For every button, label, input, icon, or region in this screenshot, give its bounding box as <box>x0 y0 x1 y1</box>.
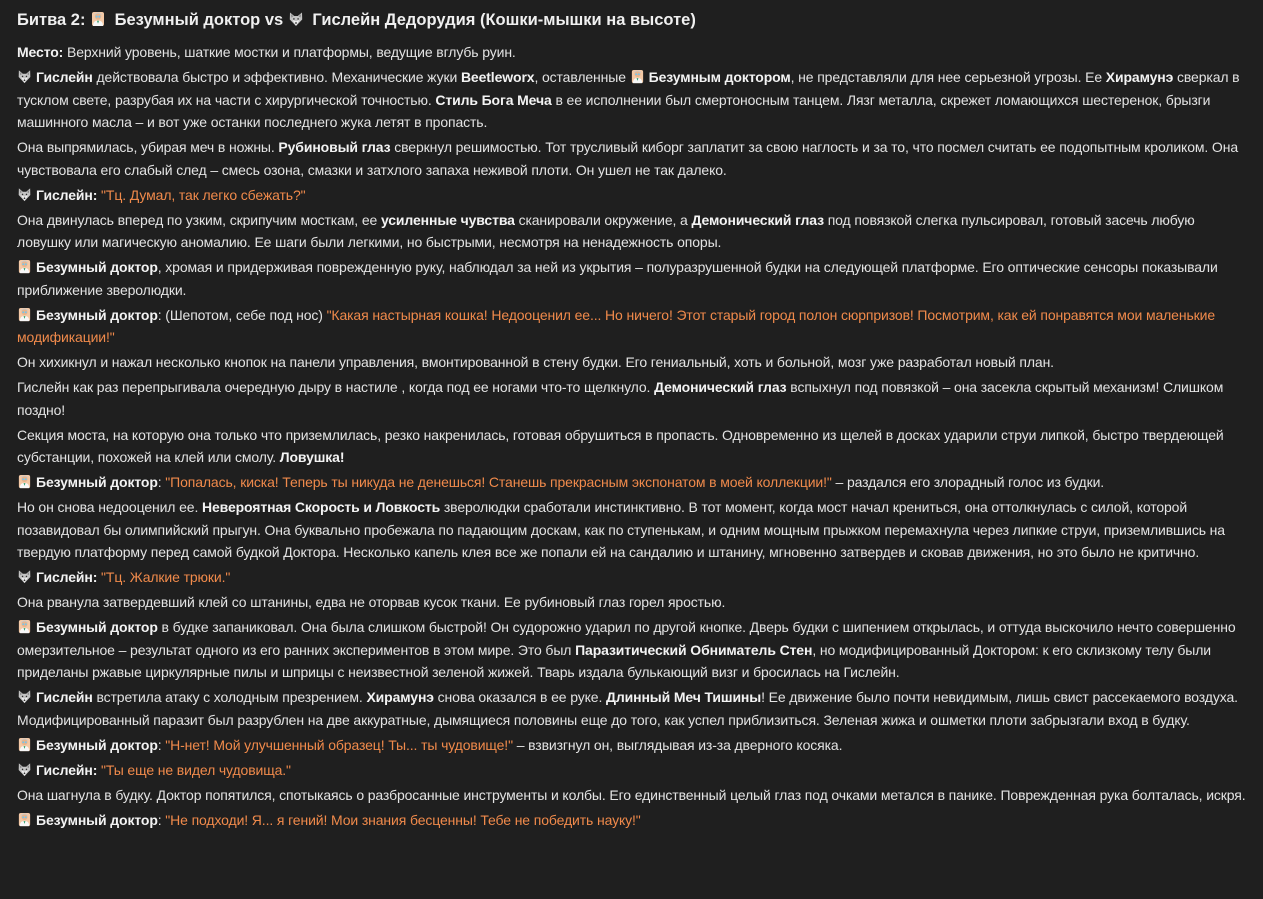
wolf-icon <box>17 689 32 704</box>
bold-term: Рубиновый глаз <box>278 139 391 155</box>
title-prefix: Битва 2: <box>17 11 86 29</box>
narration-text: сканировали окружение, а <box>514 211 692 228</box>
story-paragraph <box>17 41 1249 64</box>
story-body <box>17 41 1249 831</box>
narration-text: Гислейн как раз перепрыгивала очередную дыру в настиле , когда под ее ногами что-то щелкнуло. <box>17 379 655 395</box>
wolf-icon <box>17 187 32 202</box>
story-paragraph <box>17 734 1249 757</box>
story-paragraph <box>17 66 1249 134</box>
bold-term: Безумный доктор <box>36 736 158 753</box>
bold-term: усиленные чувства <box>380 211 515 228</box>
bold-term: Безумный доктор <box>36 619 158 635</box>
story-paragraph <box>17 686 1249 731</box>
dialogue-quote: "Какая настырная кошка! Недооценил ее... Но ничего! Этот старый город полон сюрпризов! Посмотрим, как ей понравятся мои маленькие модификации!" <box>17 306 1215 345</box>
narration-text: сверкнул решимостью. Тот трусливый киборг заплатит за свою наглость и за то, что посмел считать ее подопытным кроликом. Она чувствовала его слабый след – смесь озона, смазки и затхлого запаха неживой плоти. Он ушел не так далеко. <box>17 139 1238 178</box>
bold-term: Гислейн: <box>36 186 98 203</box>
narration-text: Она двинулась вперед по узким, скрипучим мосткам, ее <box>17 211 381 228</box>
scientist-icon <box>630 69 645 84</box>
narration-text: ! Ее движение было почти невидимым, лишь свист рассекаемого воздуха. Модифицированный паразит был разрублен на две аккуратные, дымящиеся половины еще до того, как успел приблизиться. Зеленая жижа и ошметки плоти забрызгали вход в будку. <box>17 689 1238 728</box>
bold-term: Невероятная Скорость и Ловкость <box>202 499 441 515</box>
story-paragraph <box>17 566 1249 589</box>
title-doctor: Безумный доктор <box>114 11 261 29</box>
narration-text: : (Шепотом, себе под нос) <box>157 306 327 323</box>
story-paragraph <box>17 759 1249 782</box>
wolf-icon <box>288 11 304 27</box>
narration-text: – взвизгнул он, выглядывая из-за дверного косяка. <box>512 736 843 753</box>
bold-term: Хирамунэ <box>1105 69 1174 85</box>
title-ghislaine: Гислейн Дедорудия <box>312 11 476 29</box>
narration-text: , не представляли для нее серьезной угрозы. Ее <box>790 69 1106 85</box>
story-paragraph <box>17 809 1249 832</box>
narration-text: : <box>157 736 166 753</box>
dialogue-quote: "Не подходи! Я... я гений! Мои знания бесценны! Тебе не победить науку!" <box>165 811 641 828</box>
bold-term: Гислейн: <box>36 761 98 778</box>
story-paragraph <box>17 209 1249 254</box>
story-paragraph <box>17 496 1249 564</box>
bold-term: Ловушка! <box>279 449 345 465</box>
scientist-icon <box>17 812 32 827</box>
bold-term: Гислейн: <box>36 569 98 585</box>
scientist-icon <box>17 307 32 322</box>
narration-text: Верхний уровень, шаткие мостки и платформы, ведущие вглубь руин. <box>63 44 516 60</box>
narration-text: Но он снова недооценил ее. <box>17 499 202 515</box>
narration-text: Она рванула затвердевший клей со штанины, едва не оторвав кусок ткани. Ее рубиновый глаз горел яростью. <box>17 594 726 610</box>
battle-title <box>17 9 1249 31</box>
bold-term: Гислейн <box>36 689 93 705</box>
dialogue-quote: "Попалась, киска! Теперь ты никуда не денешься! Станешь прекрасным экспонатом в моей коллекции!" <box>165 474 832 490</box>
bold-term: Безумный доктор <box>36 306 158 323</box>
story-paragraph <box>17 376 1249 421</box>
story-paragraph <box>17 591 1249 614</box>
bold-term: Хирамунэ <box>366 689 434 705</box>
narration-text: Секция моста, на которую она только что приземлилась, резко накренилась, готовая обрушиться в пропасть. Одновременно из щелей в досках ударили струи липкой, быстро твердеющей субстанции, похожей на клей или смолу. <box>17 426 1224 465</box>
dialogue-quote: "Ты еще не видел чудовища." <box>101 761 291 778</box>
dialogue-quote: "Тц. Жалкие трюки." <box>101 569 231 585</box>
narration-text: , но модифицированный Доктором: к его склизкому телу были приделаны ржавые циркулярные пилы и шприцы с неизвестной зеленой жижей. Тварь издала булькающий визг и бросилась на Гислейн. <box>17 641 1211 680</box>
narration-text: , оставленные <box>534 69 630 85</box>
bold-term: Стиль Бога Меча <box>435 91 552 108</box>
scientist-icon <box>17 619 32 634</box>
narration-text: встретила атаку с холодным презрением. <box>92 689 367 705</box>
bold-term: Демонический глаз <box>691 211 824 228</box>
narration-text: – раздался его злорадный голос из будки. <box>831 474 1105 490</box>
bold-term: Гислейн <box>36 69 93 85</box>
narration-text: Она выпрямилась, убирая меч в ножны. <box>17 139 279 155</box>
bold-term: Безумный доктор <box>36 259 158 275</box>
bold-term: Beetleworx <box>460 69 535 85</box>
narration-text: под повязкой слегка пульсировал, готовый засечь любую ловушку или магическую аномалию. Ее шаги были легкими, но быстрыми, несмотря на ненадежность опоры. <box>17 211 1195 250</box>
narration-text: действовала быстро и эффективно. Механические жуки <box>92 69 461 85</box>
scientist-icon <box>17 259 32 274</box>
story-paragraph <box>17 256 1249 301</box>
story-paragraph <box>17 616 1249 684</box>
narration-text: зверолюдки сработали инстинктивно. В тот момент, когда мост начал крениться, она оттолкнулась с силой, которой позавидовал бы олимпийский прыгун. Она буквально пробежала по падающим доскам, как по ступенькам, и одним мощным прыжком перемахнула через липкие струи, приземлившись на твердую платформу перед самой будкой Доктора. Несколько капель клея все же попали ей на сандалию и штанину, мгновенно затвердев и сковав движения, но это было не критично. <box>17 499 1225 560</box>
story-paragraph <box>17 424 1249 469</box>
story-paragraph <box>17 136 1249 181</box>
bold-term: Безумный доктор <box>36 474 158 490</box>
narration-text: вспыхнул под повязкой – она засекла скрытый механизм! Слишком поздно! <box>17 379 1224 418</box>
dialogue-quote: "Тц. Думал, так легко сбежать?" <box>101 186 306 203</box>
bold-term: Безумный доктор <box>36 811 158 828</box>
narration-text: сверкал в тусклом свете, разрубая их на части с хирургической точностью. <box>17 69 1240 108</box>
bold-term: Безумным доктором <box>648 69 791 85</box>
title-vs: vs <box>264 11 284 29</box>
narration-text: : <box>157 474 166 490</box>
story-paragraph <box>17 184 1249 207</box>
narration-text: снова оказался в ее руке. <box>433 689 606 705</box>
wolf-icon <box>17 569 32 584</box>
story-paragraph <box>17 304 1249 349</box>
bold-term: Место: <box>17 44 64 60</box>
story-paragraph <box>17 351 1249 374</box>
story-paragraph <box>17 471 1249 494</box>
wolf-icon <box>17 69 32 84</box>
title-suffix: (Кошки-мышки на высоте) <box>479 11 696 29</box>
narration-text: Он хихикнул и нажал несколько кнопок на панели управления, вмонтированной в стену будки. Его гениальный, хоть и больной, мозг уже разработал новый план. <box>17 354 1054 370</box>
bold-term: Длинный Меч Тишины <box>606 689 762 705</box>
narration-text: : <box>157 811 166 828</box>
narration-text: в ее исполнении был смертоносным танцем. Лязг металла, скрежет ломающихся шестеренок, брызги машинного масла – и вот уже останки последнего жука летят в пропасть. <box>17 91 1211 130</box>
narration-text: в будке запаниковал. Она была слишком быстрой! Он судорожно ударил по другой кнопке. Дверь будки с шипением открылась, и оттуда выскочило нечто совершенно омерзительное – результат одного из его ранних экспериментов в этом мире. Это был <box>17 619 1236 658</box>
scientist-icon <box>17 474 32 489</box>
dialogue-quote: "Н-нет! Мой улучшенный образец! Ты... ты чудовище!" <box>165 736 513 753</box>
scientist-icon <box>17 737 32 752</box>
story-paragraph <box>17 784 1249 807</box>
narration-text: Она шагнула в будку. Доктор попятился, спотыкаясь о разбросанные инструменты и колбы. Его единственный целый глаз под очками метался в панике. Поврежденная рука болталась, искря. <box>17 786 1246 803</box>
bold-term: Демонический глаз <box>654 379 787 395</box>
narration-text: , хромая и придерживая поврежденную руку, наблюдал за ней из укрытия – полуразрушенной будки на следующей платформе. Его оптические сенсоры показывали приближение зверолюдки. <box>17 259 1218 298</box>
bold-term: Паразитический Обниматель Стен <box>575 641 813 658</box>
wolf-icon <box>17 762 32 777</box>
scientist-icon <box>90 11 106 27</box>
